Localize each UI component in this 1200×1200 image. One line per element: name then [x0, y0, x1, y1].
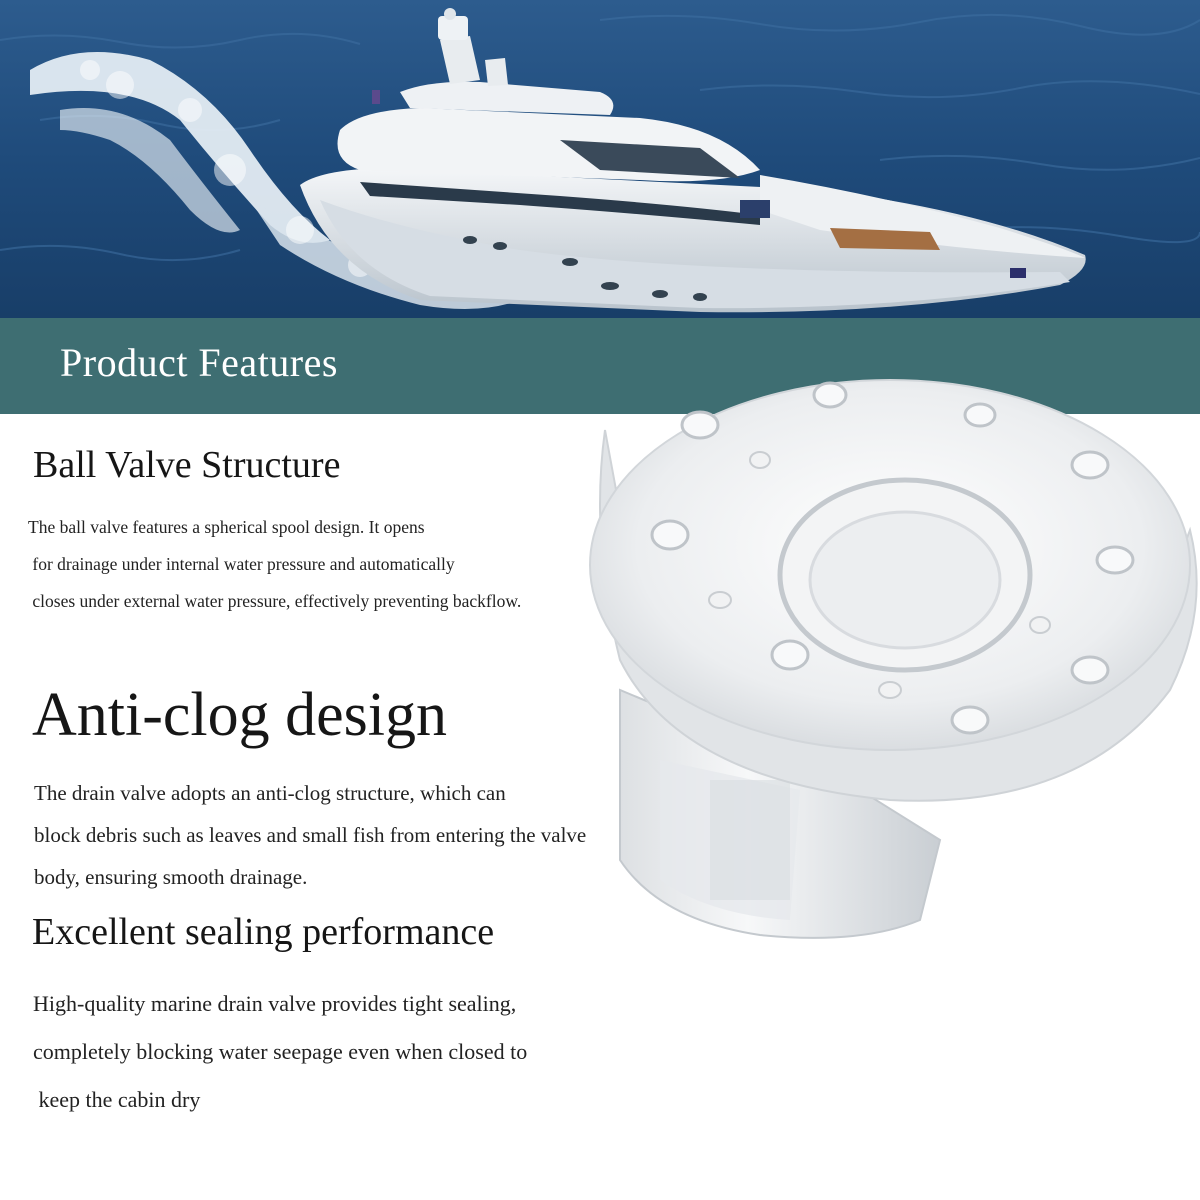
text-line: The drain valve adopts an anti-clog structure, which can	[34, 781, 506, 805]
text-line: closes under external water pressure, effectively preventing backflow.	[28, 591, 522, 611]
section-text-anti-clog	[34, 772, 586, 898]
text-line: completely blocking water seepage even when closed to	[33, 1039, 528, 1064]
banner-title: Product Features	[60, 340, 338, 385]
section-title-ball-valve: Ball Valve Structure	[33, 444, 341, 486]
text-line: block debris such as leaves and small fish from entering the valve	[34, 823, 587, 847]
text-line: The ball valve features a spherical spool design. It opens	[28, 517, 425, 537]
section-text-sealing	[33, 980, 527, 1124]
hero-yacht-image	[0, 0, 1200, 318]
section-text-ball-valve	[28, 509, 521, 620]
text-line: for drainage under internal water pressure and automatically	[28, 554, 455, 574]
text-line: keep the cabin dry	[33, 1087, 201, 1112]
section-title-sealing: Excellent sealing performance	[32, 911, 495, 953]
yacht-illustration	[0, 0, 1200, 318]
section-title-anti-clog: Anti-clog design	[32, 681, 447, 749]
text-line: High-quality marine drain valve provides tight sealing,	[33, 991, 517, 1016]
text-line: body, ensuring smooth drainage.	[34, 865, 308, 889]
drain-valve-image	[560, 360, 1200, 950]
